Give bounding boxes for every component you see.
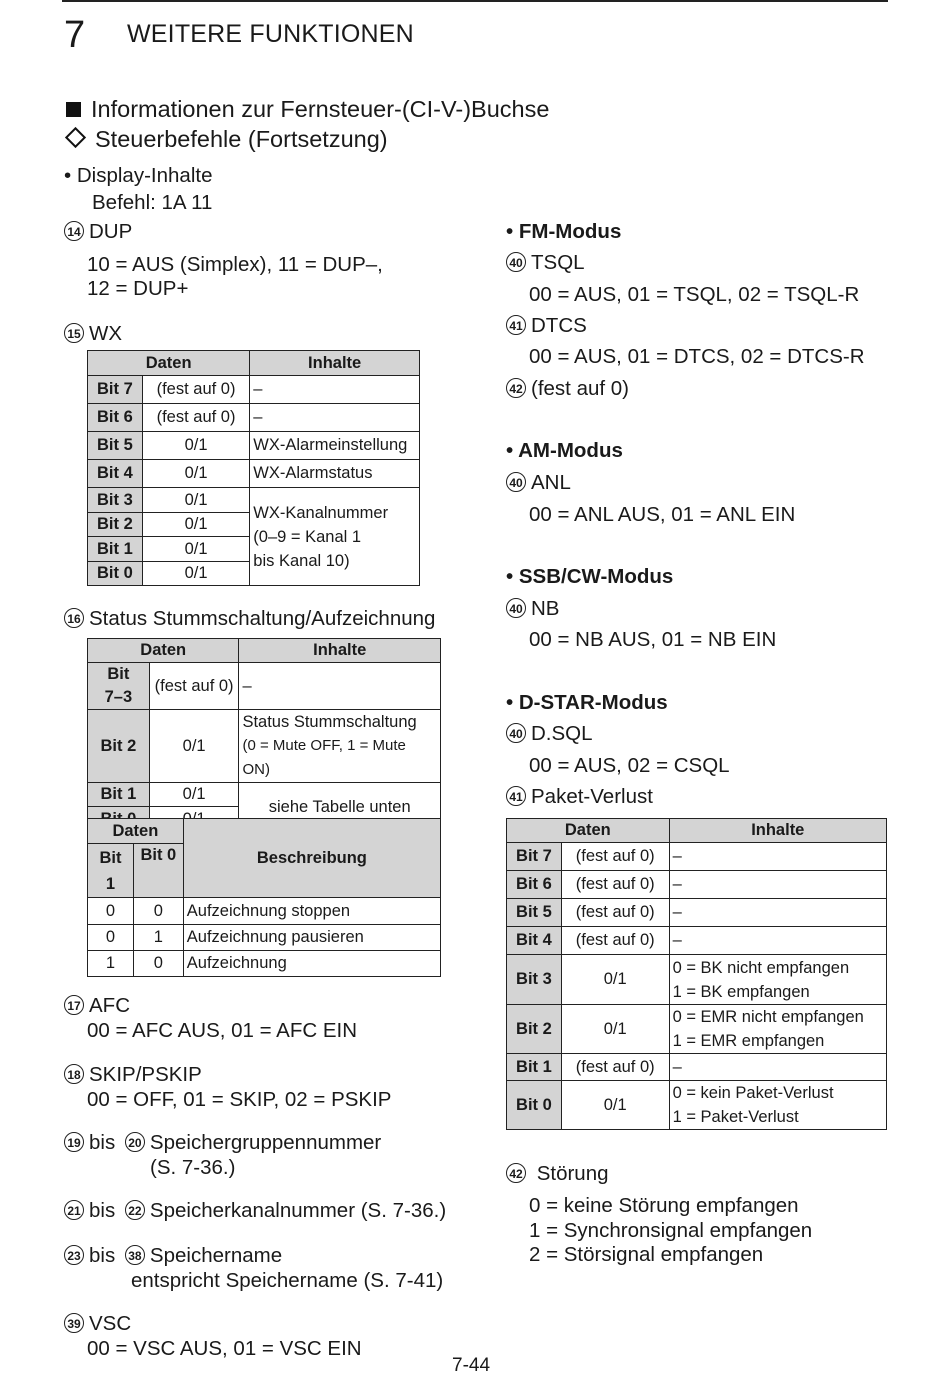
afc-text: 00 = AFC AUS, 01 = AFC EIN <box>87 1019 358 1042</box>
table-row <box>88 432 420 460</box>
bit-cell: Bit 6 <box>507 871 562 899</box>
value-cell: 0/1 <box>561 1081 669 1130</box>
table-row <box>88 460 420 488</box>
ssb-mode-title: • SSB/CW-Modus <box>506 565 674 588</box>
circled-number-icon: 42 <box>506 1163 526 1183</box>
value-cell: 0/1 <box>142 460 249 488</box>
fm-tsql-text: 00 = AUS, 01 = TSQL, 02 = TSQL-R <box>529 283 860 306</box>
circled-number-icon: 38 <box>125 1245 145 1265</box>
bit-cell: Bit 5 <box>507 899 562 927</box>
dstar-packet-loss: 41 Paket-Verlust <box>506 785 653 809</box>
bit-cell: Bit 3 <box>507 955 562 1005</box>
circled-number-icon: 40 <box>506 252 526 272</box>
item-dup: 14 DUP <box>64 220 132 244</box>
circled-number-icon: 41 <box>506 315 526 335</box>
bit-cell: Bit 1 <box>88 537 143 562</box>
table-header: Bit 0 <box>133 844 183 898</box>
am-mode-title: • AM-Modus <box>506 439 623 462</box>
recording-table <box>87 818 441 977</box>
bit-cell: Bit 7 <box>88 376 143 404</box>
circled-number-icon: 18 <box>64 1064 84 1084</box>
bit-cell: Bit 7–3 <box>88 663 150 710</box>
wx-table <box>87 350 420 586</box>
ssb-nb-text: 00 = NB AUS, 01 = NB EIN <box>529 628 777 651</box>
content-cell: – <box>669 927 886 955</box>
noise-line1: 0 = keine Störung empfangen <box>529 1194 799 1217</box>
value-cell: 0/1 <box>142 488 249 513</box>
section-subtitle: Steuerbefehle (Fortsetzung) <box>64 126 388 153</box>
bit0-cell: 1 <box>133 925 183 951</box>
value-cell: (fest auf 0) <box>142 404 249 432</box>
circled-number-icon: 17 <box>64 995 84 1015</box>
content-cell: 0 = EMR nicht empfangen 1 = EMR empfangen <box>669 1005 886 1054</box>
display-bullet: • Display-Inhalte <box>64 164 213 187</box>
item-vsc: 39 VSC <box>64 1312 131 1336</box>
table-row <box>507 871 887 899</box>
table-header: Daten <box>88 639 239 663</box>
display-command: Befehl: 1A 11 <box>92 191 213 214</box>
fm-dtcs: 41 DTCS <box>506 314 587 338</box>
noise-item: 42 Störung <box>506 1162 609 1186</box>
table-row <box>88 663 441 710</box>
diamond-bullet-icon <box>65 127 86 148</box>
table-row <box>88 404 420 432</box>
ssb-nb: 40 NB <box>506 597 559 621</box>
circled-number-icon: 22 <box>125 1200 145 1220</box>
table-row <box>507 1005 887 1054</box>
bit-cell: Bit 6 <box>88 404 143 432</box>
bit-cell: Bit 3 <box>88 488 143 513</box>
table-row <box>88 488 420 513</box>
vsc-text: 00 = VSC AUS, 01 = VSC EIN <box>87 1337 362 1360</box>
dup-line2: 12 = DUP+ <box>87 277 189 300</box>
table-header: Daten <box>88 819 184 844</box>
section-title: Informationen zur Fernsteuer-(CI-V-)Buchse <box>66 96 549 123</box>
bit-cell: Bit 2 <box>507 1005 562 1054</box>
table-header: Inhalte <box>250 351 420 376</box>
circled-number-icon: 19 <box>64 1132 84 1152</box>
value-cell: 0/1 <box>142 537 249 562</box>
table-header: Daten <box>88 351 250 376</box>
dstar-dsql-text: 00 = AUS, 02 = CSQL <box>529 754 730 777</box>
chapter-title: WEITERE FUNKTIONEN <box>127 20 414 48</box>
item-skip: 18 SKIP/PSKIP <box>64 1063 202 1087</box>
fm-fixed: 42 (fest auf 0) <box>506 377 629 401</box>
content-cell: – <box>669 1054 886 1081</box>
bit1-cell: 0 <box>88 925 134 951</box>
header-rule <box>62 0 888 2</box>
description-cell: Aufzeichnung <box>183 951 440 977</box>
chapter-number: 7 <box>64 14 86 56</box>
value-cell: 0/1 <box>142 432 249 460</box>
page-number: 7-44 <box>452 1355 491 1376</box>
content-cell-merged: siehe Tabelle unten <box>239 783 441 832</box>
value-cell: 0/1 <box>149 710 239 783</box>
table-row <box>88 925 441 951</box>
item-name: 23 bis 38 Speichername <box>64 1244 282 1268</box>
noise-line2: 1 = Synchronsignal empfangen <box>529 1219 813 1242</box>
table-row <box>507 927 887 955</box>
bit-cell: Bit 1 <box>507 1054 562 1081</box>
value-cell: (fest auf 0) <box>561 927 669 955</box>
circled-number-icon: 39 <box>64 1313 84 1333</box>
bit1-cell: 1 <box>88 951 134 977</box>
content-cell: – <box>250 404 420 432</box>
group-ref: (S. 7-36.) <box>150 1156 236 1179</box>
am-anl: 40 ANL <box>506 471 571 495</box>
table-row <box>507 955 887 1005</box>
circled-number-icon: 20 <box>125 1132 145 1152</box>
skip-text: 00 = OFF, 01 = SKIP, 02 = PSKIP <box>87 1088 392 1111</box>
description-cell: Aufzeichnung stoppen <box>183 898 440 925</box>
bit0-cell: 0 <box>133 898 183 925</box>
content-cell-merged: WX-Kanalnummer (0–9 = Kanal 1 bis Kanal 10) <box>250 488 420 586</box>
table-header: Daten <box>507 819 670 843</box>
table-row <box>88 710 441 783</box>
content-cell: WX-Alarmeinstellung <box>250 432 420 460</box>
table-header: Beschreibung <box>183 819 440 898</box>
value-cell: (fest auf 0) <box>561 899 669 927</box>
item-group: 19 bis 20 Speichergruppennummer <box>64 1131 381 1155</box>
bit0-cell: 0 <box>133 951 183 977</box>
item-afc: 17 AFC <box>64 994 130 1018</box>
circled-number-icon: 41 <box>506 786 526 806</box>
circled-number-icon: 21 <box>64 1200 84 1220</box>
content-cell: – <box>669 843 886 871</box>
table-header: Inhalte <box>669 819 886 843</box>
content-cell: – <box>669 899 886 927</box>
dstar-table <box>506 818 887 1130</box>
dstar-dsql: 40 D.SQL <box>506 722 593 746</box>
value-cell: (fest auf 0) <box>561 871 669 899</box>
table-row <box>507 899 887 927</box>
bit1-cell: 0 <box>88 898 134 925</box>
bit-cell: Bit 2 <box>88 513 143 537</box>
table-row <box>507 1054 887 1081</box>
circled-number-icon: 42 <box>506 378 526 398</box>
bit-cell: Bit 0 <box>88 562 143 586</box>
description-cell: Aufzeichnung pausieren <box>183 925 440 951</box>
circled-number-icon: 15 <box>64 323 84 343</box>
item-status: 16 Status Stummschaltung/Aufzeichnung <box>64 607 435 631</box>
circled-number-icon: 40 <box>506 723 526 743</box>
value-cell: 0/1 <box>561 955 669 1005</box>
am-anl-text: 00 = ANL AUS, 01 = ANL EIN <box>529 503 796 526</box>
value-cell: 0/1 <box>142 513 249 537</box>
circled-number-icon: 40 <box>506 472 526 492</box>
content-cell: WX-Alarmstatus <box>250 460 420 488</box>
fm-mode-title: • FM-Modus <box>506 220 622 243</box>
table-row <box>88 951 441 977</box>
value-cell: 0/1 <box>149 783 239 807</box>
value-cell: 0/1 <box>561 1005 669 1054</box>
dstar-mode-title: • D-STAR-Modus <box>506 691 668 714</box>
bit-cell: Bit 7 <box>507 843 562 871</box>
square-bullet-icon <box>66 102 81 117</box>
circled-number-icon: 23 <box>64 1245 84 1265</box>
content-cell: Status Stummschaltung (0 = Mute OFF, 1 = Mute ON) <box>239 710 441 783</box>
bit-cell: Bit 0 <box>507 1081 562 1130</box>
bit-cell: Bit 4 <box>88 460 143 488</box>
content-cell: 0 = kein Paket-Verlust 1 = Paket-Verlust <box>669 1081 886 1130</box>
content-cell: – <box>250 376 420 404</box>
item-channel: 21 bis 22 Speicherkanalnummer (S. 7-36.) <box>64 1199 446 1223</box>
circled-number-icon: 14 <box>64 221 84 241</box>
item-wx: 15 WX <box>64 322 122 346</box>
table-header: Bit 1 <box>88 844 134 898</box>
fm-tsql: 40 TSQL <box>506 251 585 275</box>
circled-number-icon: 16 <box>64 608 84 628</box>
table-row <box>507 1081 887 1130</box>
name-ref: entspricht Speichername (S. 7-41) <box>131 1269 444 1292</box>
content-cell: – <box>669 871 886 899</box>
value-cell: (fest auf 0) <box>561 843 669 871</box>
bit-cell: Bit 5 <box>88 432 143 460</box>
value-cell: (fest auf 0) <box>149 663 239 710</box>
table-row <box>88 898 441 925</box>
content-cell: 0 = BK nicht empfangen 1 = BK empfangen <box>669 955 886 1005</box>
value-cell: (fest auf 0) <box>561 1054 669 1081</box>
table-row <box>88 376 420 404</box>
circled-number-icon: 40 <box>506 598 526 618</box>
table-header: Inhalte <box>239 639 441 663</box>
content-cell: – <box>239 663 441 710</box>
bit-cell: Bit 2 <box>88 710 150 783</box>
value-cell: (fest auf 0) <box>142 376 249 404</box>
status-table <box>87 638 441 832</box>
noise-line3: 2 = Störsignal empfangen <box>529 1243 764 1266</box>
bit-cell: Bit 4 <box>507 927 562 955</box>
bit-cell: Bit 1 <box>88 783 150 807</box>
table-row <box>88 783 441 807</box>
value-cell: 0/1 <box>142 562 249 586</box>
fm-dtcs-text: 00 = AUS, 01 = DTCS, 02 = DTCS-R <box>529 345 865 368</box>
table-row <box>507 843 887 871</box>
dup-line1: 10 = AUS (Simplex), 11 = DUP–, <box>87 253 383 276</box>
